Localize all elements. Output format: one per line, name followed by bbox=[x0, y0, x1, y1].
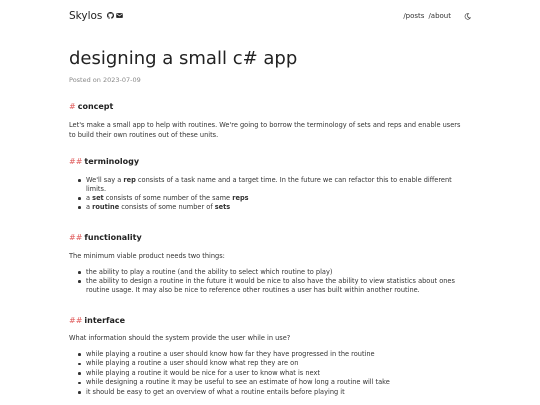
list-item: while playing a routine a user should know what rep they are on bbox=[78, 359, 458, 368]
post-date: Posted on 2023-07-09 bbox=[69, 76, 141, 84]
term-routine: routine bbox=[92, 203, 120, 211]
list-item: the ability to design a routine in the future it would be nice to also have the ability to view statistics about ones routine usage. It may also be nice to reference other routines a user has built within another routine. bbox=[78, 277, 463, 295]
heading-hash: ## bbox=[69, 233, 83, 242]
heading-hash: ## bbox=[69, 316, 83, 325]
site-header bbox=[69, 10, 471, 24]
post-title: designing a small c# app bbox=[69, 48, 298, 69]
term-reps: reps bbox=[232, 194, 249, 202]
github-icon[interactable] bbox=[107, 12, 114, 19]
heading-interface bbox=[69, 316, 125, 325]
social-links bbox=[107, 12, 123, 19]
terminology-list bbox=[78, 176, 458, 212]
nav-posts-link[interactable]: /posts bbox=[403, 12, 425, 20]
list-item: while designing a routine it may be useful to see an estimate of how long a routine will take bbox=[78, 378, 458, 387]
heading-terminology bbox=[69, 157, 139, 166]
functionality-intro: The minimum viable product needs two things: bbox=[69, 252, 225, 260]
term-rep: rep bbox=[123, 176, 136, 184]
term-sets: sets bbox=[214, 203, 231, 211]
functionality-list bbox=[78, 268, 463, 295]
heading-text: functionality bbox=[84, 233, 142, 242]
item-text: a bbox=[86, 203, 93, 211]
mail-icon[interactable] bbox=[116, 12, 123, 19]
list-item bbox=[78, 203, 458, 212]
list-item: it should be easy to get an overview of what a routine entails before playing it bbox=[78, 388, 458, 397]
heading-text: terminology bbox=[84, 157, 140, 166]
term-set: set bbox=[92, 194, 104, 202]
item-text: a bbox=[86, 194, 93, 202]
list-item: the ability to play a routine (and the ability to select which routine to play) bbox=[78, 268, 463, 277]
heading-functionality bbox=[69, 233, 142, 242]
heading-concept bbox=[69, 102, 113, 111]
interface-list bbox=[78, 350, 458, 397]
main-nav bbox=[403, 12, 471, 20]
heading-text: concept bbox=[77, 102, 114, 111]
site-title[interactable]: Skylos bbox=[69, 10, 103, 22]
list-item bbox=[78, 194, 458, 203]
list-item: while playing a routine a user should know how far they have progressed in the routine bbox=[78, 350, 458, 359]
moon-icon bbox=[464, 13, 471, 20]
theme-toggle-button[interactable] bbox=[464, 13, 471, 20]
heading-hash: ## bbox=[69, 157, 83, 166]
nav-about-link[interactable]: /about bbox=[428, 12, 451, 20]
list-item bbox=[78, 176, 458, 194]
concept-paragraph: Let's make a small app to help with routines. We're going to borrow the terminology of sets and reps and enable users to build their own routines out of these units. bbox=[69, 121, 461, 139]
interface-intro: What information should the system provide the user while in use? bbox=[69, 334, 291, 342]
item-text: consists of a task name and a target time. In the future we can refactor this to enable different limits. bbox=[86, 176, 452, 193]
item-text: We'll say a bbox=[86, 176, 124, 184]
item-text: consists of some number of the same bbox=[103, 194, 233, 202]
list-item: while playing a routine it would be nice for a user to know what is next bbox=[78, 369, 458, 378]
heading-text: interface bbox=[84, 316, 126, 325]
heading-hash: # bbox=[69, 102, 76, 111]
item-text: consists of some number of bbox=[119, 203, 215, 211]
